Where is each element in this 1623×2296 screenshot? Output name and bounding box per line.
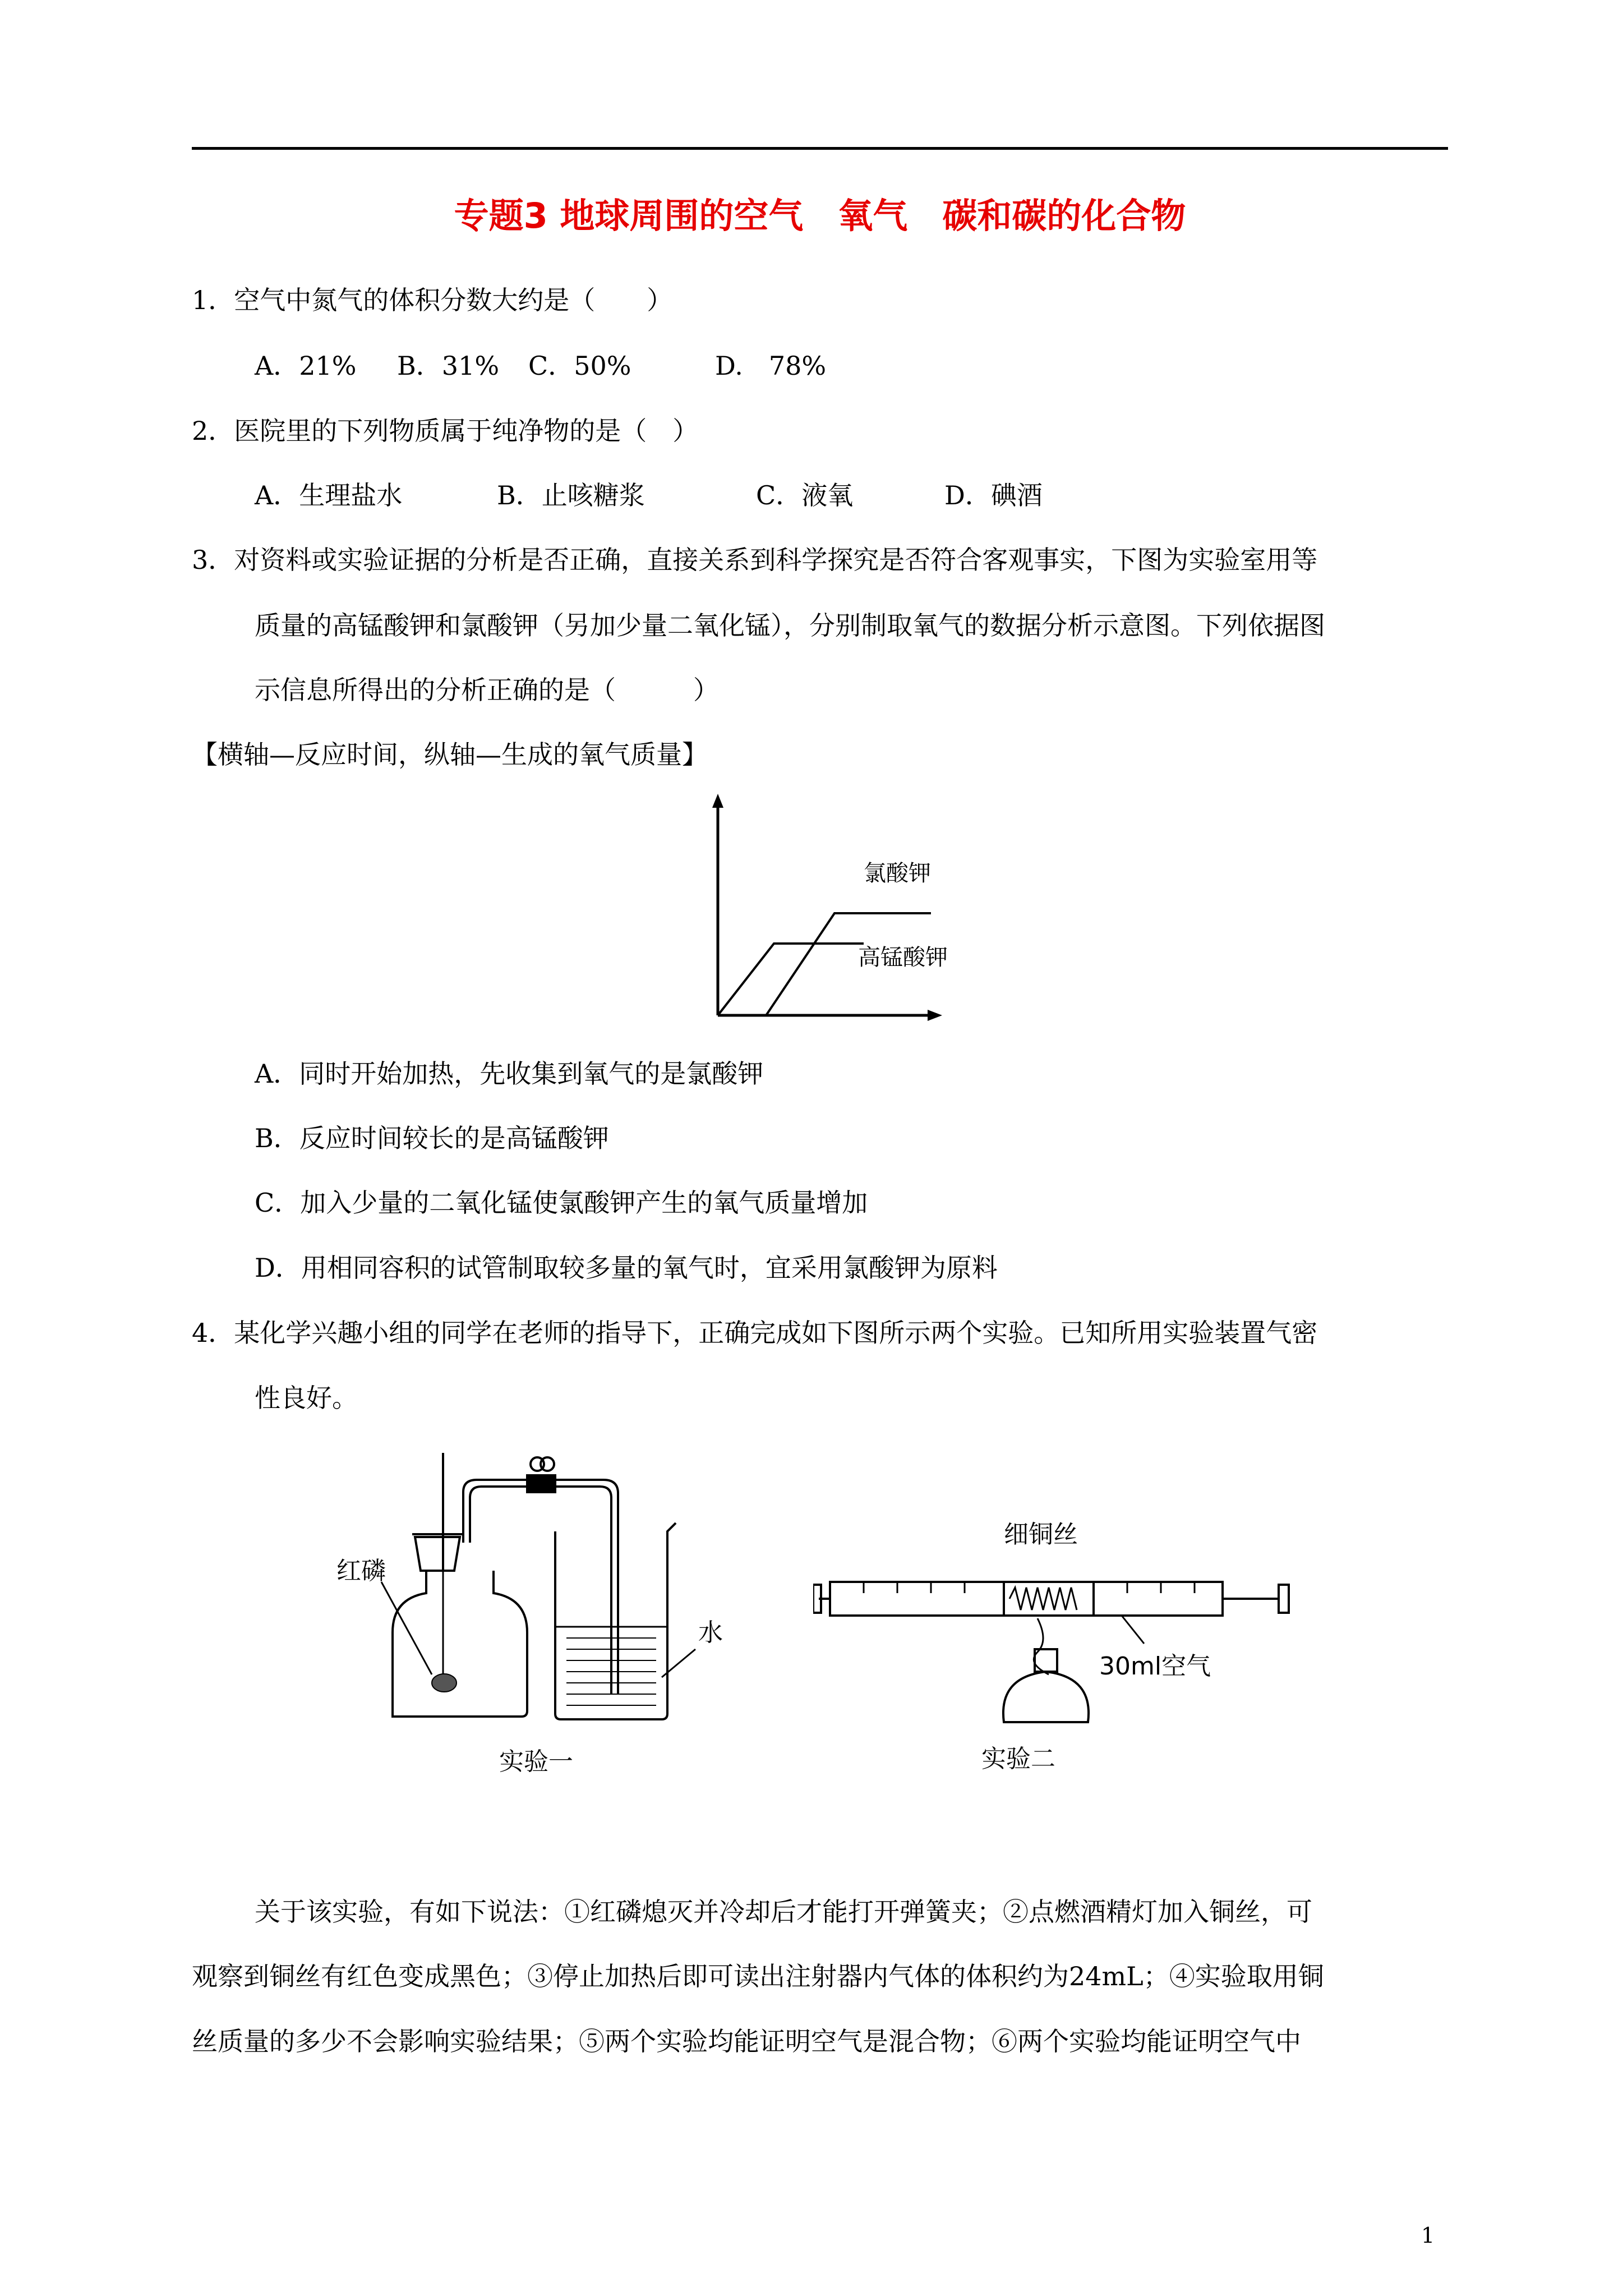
beaker bbox=[555, 1523, 676, 1719]
q1-option-c: C．50% bbox=[528, 351, 631, 381]
question-1-stem: 1．空气中氮气的体积分数大约是（ ） bbox=[192, 285, 673, 315]
q2-option-c: C．液氧 bbox=[756, 480, 854, 510]
rubber-stopper bbox=[415, 1537, 460, 1571]
q3-option-b: B．反应时间较长的是高锰酸钾 bbox=[255, 1123, 609, 1153]
q3-option-c: C．加入少量的二氧化锰使氯酸钾产生的氧气质量增加 bbox=[255, 1188, 868, 1218]
label-water: 水 bbox=[698, 1618, 723, 1647]
phosphorus-leader bbox=[381, 1582, 432, 1674]
q1-option-a: A．21% bbox=[255, 351, 357, 381]
q4-paragraph-line-1: 关于该实验，有如下说法：①红磷熄灭并冷却后才能打开弹簧夹；②点燃酒精灯加入铜丝，可 bbox=[255, 1897, 1312, 1927]
q1-option-b: B．31% bbox=[397, 351, 500, 381]
caption-experiment-2: 实验二 bbox=[981, 1745, 1055, 1773]
y-axis-arrow bbox=[712, 794, 723, 808]
alcohol-lamp bbox=[1003, 1672, 1089, 1722]
x-axis-arrow bbox=[928, 1010, 942, 1021]
axis-note: 【横轴—反应时间，纵轴—生成的氧气质量】 bbox=[192, 739, 708, 770]
right-syringe-barrel bbox=[1094, 1582, 1223, 1616]
question-4-stem-line-1: 4．某化学兴趣小组的同学在老师的指导下，正确完成如下图所示两个实验。已知所用实验装置气密 bbox=[192, 1318, 1318, 1348]
oxygen-mass-chart bbox=[695, 791, 959, 1027]
connecting-tube bbox=[470, 1487, 611, 1694]
spring-clip bbox=[527, 1475, 555, 1492]
label-copper-wire: 细铜丝 bbox=[1004, 1520, 1078, 1549]
syringe-plunger bbox=[1279, 1585, 1289, 1613]
question-2-stem: 2．医院里的下列物质属于纯净物的是（ ） bbox=[192, 416, 699, 446]
air-leader bbox=[1122, 1616, 1144, 1644]
left-syringe-barrel bbox=[830, 1582, 1004, 1616]
series-label-kclo3: 氯酸钾 bbox=[864, 861, 931, 886]
question-3-stem-line-3: 示信息所得出的分析正确的是（ ） bbox=[255, 675, 719, 705]
q1-option-d: D. 78% bbox=[715, 351, 827, 381]
question-4-stem-line-2: 性良好。 bbox=[255, 1383, 358, 1413]
series-label-kmno4: 高锰酸钾 bbox=[858, 945, 948, 970]
red-phosphorus-spoon bbox=[432, 1674, 457, 1692]
flame bbox=[1034, 1618, 1049, 1674]
header-rule bbox=[192, 147, 1448, 150]
experiment-1-figure bbox=[325, 1453, 751, 1778]
experiment-2-figure bbox=[813, 1509, 1307, 1778]
q4-paragraph-line-3: 丝质量的多少不会影响实验结果；⑤两个实验均能证明空气是混合物；⑥两个实验均能证明空气中 bbox=[192, 2026, 1301, 2056]
q4-paragraph-line-2: 观察到铜丝有红色变成黑色；③停止加热后即可读出注射器内气体的体积约为24mL；④实验取用铜 bbox=[192, 1961, 1324, 1991]
q2-option-d: D．碘酒 bbox=[944, 480, 1043, 510]
page-number: 1 bbox=[1421, 2223, 1435, 2248]
copper-wire-coil bbox=[1009, 1588, 1077, 1610]
label-30ml-air: 30ml空气 bbox=[1099, 1652, 1211, 1681]
q3-option-d: D．用相同容积的试管制取较多量的氧气时，宜采用氯酸钾为原料 bbox=[255, 1253, 998, 1283]
question-3-stem-line-2: 质量的高锰酸钾和氯酸钾（另加少量二氧化锰），分别制取氧气的数据分析示意图。下列依据图 bbox=[255, 610, 1325, 641]
question-3-stem-line-1: 3．对资料或实验证据的分析是否正确，直接关系到科学探究是否符合客观事实，下图为实验室用等 bbox=[192, 545, 1318, 575]
caption-experiment-1: 实验一 bbox=[499, 1747, 573, 1776]
label-red-phosphorus: 红磷 bbox=[336, 1557, 386, 1585]
q3-option-a: A．同时开始加热，先收集到氧气的是氯酸钾 bbox=[255, 1059, 764, 1089]
bottle bbox=[393, 1571, 527, 1717]
q2-option-b: B．止咳糖浆 bbox=[497, 480, 645, 510]
page-title: 专题3 地球周围的空气 氧气 碳和碳的化合物 bbox=[454, 195, 1186, 236]
q2-option-a: A．生理盐水 bbox=[255, 480, 403, 510]
